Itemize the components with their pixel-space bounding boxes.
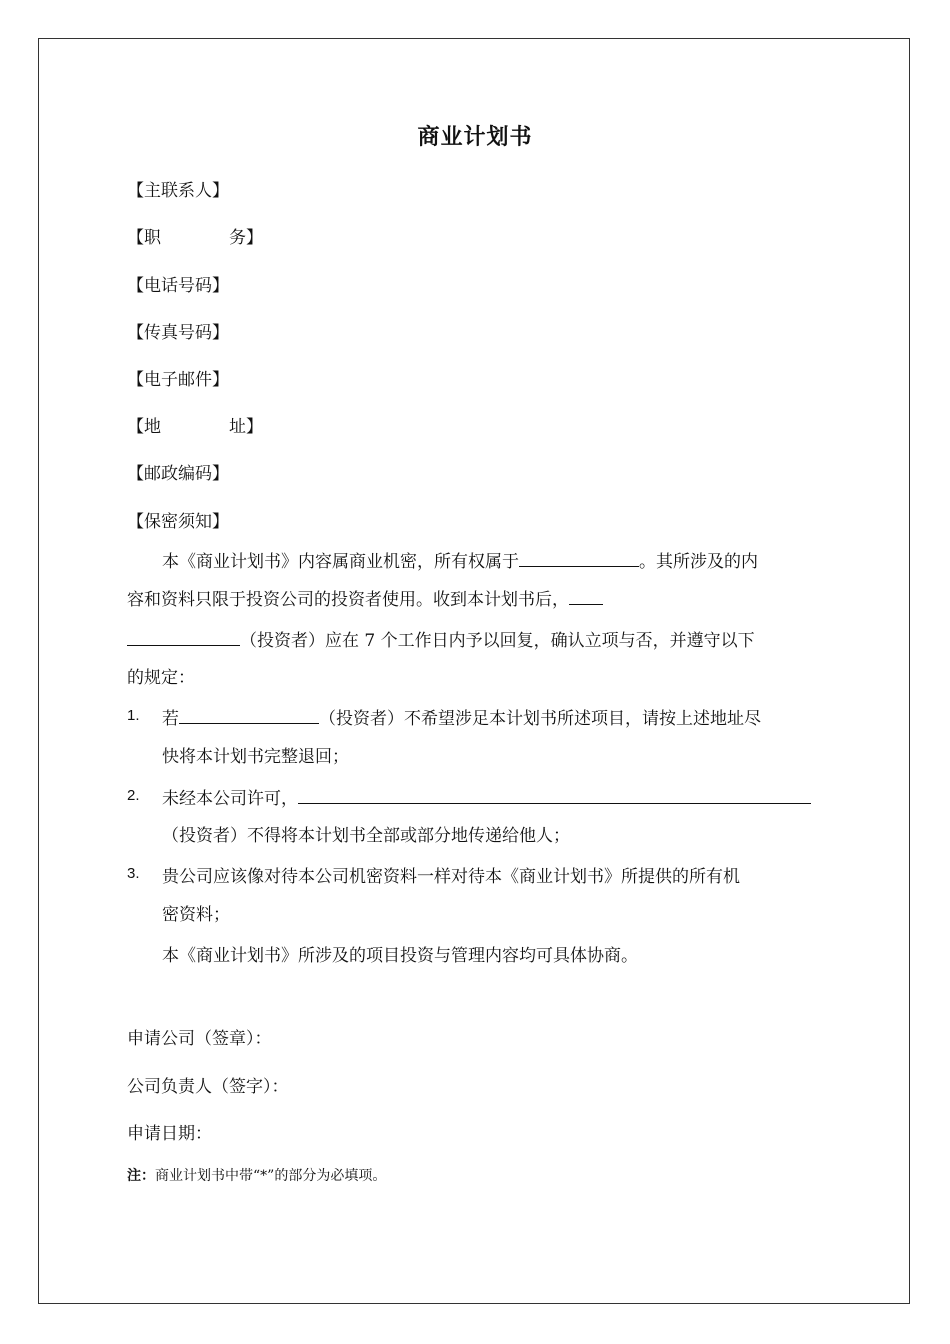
field-email: 【电子邮件】: [127, 370, 229, 390]
investor-blank-3[interactable]: [298, 787, 811, 804]
closing-text: 本《商业计划书》所涉及的项目投资与管理内容均可具体协商。: [162, 946, 638, 966]
field-position-right: 务】: [229, 228, 263, 248]
footnote-text: 商业计划书中带“*”的部分为必填项。: [155, 1168, 387, 1184]
item-3-line-2: 密资料；: [162, 905, 230, 925]
footnote-label: 注：: [127, 1168, 155, 1184]
field-contact: 【主联系人】: [127, 181, 229, 201]
item-1-number: 1.: [127, 707, 140, 724]
field-address: [127, 412, 263, 437]
para-line-2: 容和资料只限于投资公司的投资者使用。收到本计划书后，: [127, 585, 603, 610]
signature-person: 公司负责人（签字）：: [127, 1077, 289, 1097]
footnote: [127, 1165, 386, 1185]
field-address-right: 址】: [229, 417, 263, 437]
para-line-4: 的规定：: [127, 668, 195, 688]
investor-blank-1a[interactable]: [569, 588, 603, 605]
field-position: [127, 223, 263, 248]
investor-blank-2[interactable]: [179, 707, 319, 724]
item-2-line-1: 未经本公司许可，: [162, 784, 811, 809]
signature-company: 申请公司（签章）：: [127, 1029, 272, 1049]
item-3-line-1: 贵公司应该像对待本公司机密资料一样对待本《商业计划书》所提供的所有机: [162, 867, 740, 887]
field-postcode: 【邮政编码】: [127, 464, 229, 484]
item-1-line-1: 若 （投资者）不希望涉足本计划书所述项目，请按上述地址尽: [162, 709, 761, 729]
field-position-left: 【职: [127, 228, 161, 248]
para-line-1: 本《商业计划书》内容属商业机密，所有权属于 。其所涉及的内: [162, 552, 758, 572]
page-title: 商业计划书: [417, 124, 533, 150]
investor-blank-1b[interactable]: [127, 629, 240, 646]
item-3-number: 3.: [127, 865, 140, 882]
signature-date: 申请日期：: [127, 1124, 212, 1144]
item-1-line-2: 快将本计划书完整退回；: [162, 747, 349, 767]
field-confidential: 【保密须知】: [127, 512, 229, 532]
field-address-left: 【地: [127, 417, 161, 437]
item-2-number: 2.: [127, 787, 140, 804]
item-2-line-2: （投资者）不得将本计划书全部或部分地传递给他人；: [162, 826, 570, 846]
para-line-3: （投资者）应在 7 个工作日内予以回复，确认立项与否，并遵守以下: [127, 626, 755, 651]
field-fax: 【传真号码】: [127, 323, 229, 343]
field-phone: 【电话号码】: [127, 276, 229, 296]
owner-blank[interactable]: [519, 550, 639, 567]
